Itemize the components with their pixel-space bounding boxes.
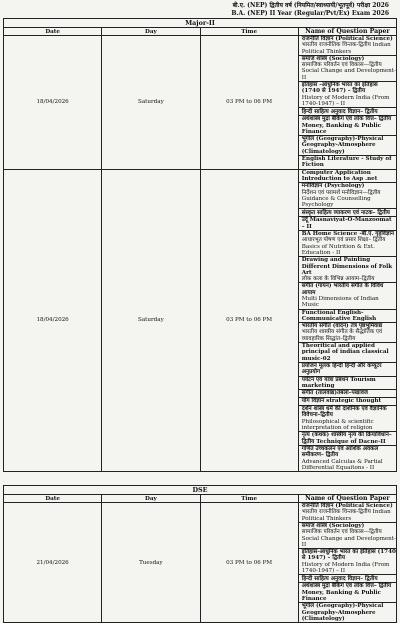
paper-title: संस्कृत साहित्य व्याकरण एवं नाटक– द्वितीय (301, 209, 390, 216)
paper-subtitle: भारतीय शास्त्रीय संगीत के सैद्धांतिक एवं व्यावहारिक सिद्धांत–द्वितीय (301, 329, 383, 342)
paper-subtitle: सामाजिक परिवर्तन एवं विकास—द्वितीय Social Change and Development-II (301, 62, 396, 81)
question-paper-cell (298, 406, 396, 432)
paper-subtitle: Multi Dimensions of Indian Music (301, 295, 379, 309)
col-day: Day (102, 28, 200, 36)
paper-title: समाज शास्त्र (Sociology) (301, 55, 365, 62)
col-paper: Name of Question Paper (298, 495, 396, 503)
paper-title: इतिहास -आधुनिक भारत का इतिहास (1740 से 1947) – द्वितीय (301, 82, 378, 95)
section-title-major: Major-II (4, 19, 397, 28)
paper-title: Drawing and Painting Different Dimensions of Folk Art (301, 257, 393, 276)
question-paper-cell (298, 217, 396, 231)
question-paper-cell (298, 503, 396, 523)
col-paper: Name of Question Paper (298, 28, 396, 36)
header-hindi: बी.ए. (NEP) द्वितीय वर्ष (नियमित/स्वाध्यायी/भूतपूर्व) परीक्षा 2026 (232, 2, 389, 9)
paper-subtitle: सामाजिक परिवर्तन एवं विकास—द्वितीय Social Change and Development-II (301, 529, 396, 548)
header-english: B.A. (NEP) II Year (Regular/Pvt/Ex) Exam 2026 (231, 10, 389, 17)
paper-title: नृत्य (कथक) शास्त्रीय नृत्य की क्रियाविधान– द्वितीय Technique of Dacne-II (301, 432, 392, 445)
question-paper-cell (298, 343, 396, 363)
paper-subtitle: आधारभूत पोषण एवं प्रसार शिक्षा– द्वितीय Basics of Nutrition & Ext. Education - II (301, 237, 386, 256)
major-table (3, 18, 397, 472)
paper-subtitle: Philosophical & scientific interpretation of religion (301, 418, 374, 432)
question-paper-cell (298, 136, 396, 156)
paper-subtitle: Advanced Calculas & Partial Differential Equaitons - II (301, 458, 383, 471)
question-paper-cell (298, 257, 396, 283)
paper-subtitle: निर्देशन एवं परामर्श मनोविज्ञान—द्वितीय Guidance & Counselling Psychology (301, 189, 381, 209)
paper-subtitle: भारतीय राजनीतिक चिन्तक-द्वितीय Indian Political Thinkers (301, 42, 391, 55)
column-header-row (4, 495, 397, 503)
exam-time: 03 PM to 06 PM (200, 36, 298, 170)
question-paper-cell (298, 36, 396, 56)
question-paper-cell (298, 156, 396, 170)
paper-title: संगीत (गायन) भारतीय संगीत के विविध आयाम (301, 283, 384, 296)
question-paper-cell (298, 82, 396, 108)
exam-date: 18/04/2026 (4, 169, 102, 471)
paper-subtitle: History of Modern India (From 1740-1947) – II (301, 94, 390, 107)
paper-title: Computer Application Introduction to Asp .net (301, 169, 378, 182)
paper-title: Functional English- Communicative English (301, 309, 377, 322)
exam-day: Saturday (102, 36, 200, 170)
question-paper-cell (298, 183, 396, 209)
question-paper-cell (298, 575, 396, 583)
paper-title: गणित उच्चकलन एवं आंशिक अवकल समीकरण– द्वितीय (301, 445, 379, 459)
table-row (4, 169, 397, 183)
col-date: Date (4, 28, 102, 36)
question-paper-cell (298, 116, 396, 136)
question-paper-cell (298, 323, 396, 343)
exam-day: Saturday (102, 169, 200, 471)
paper-title: प्रयोजन मूलक हिन्दी हिन्दी और कंप्यूटर अनुप्रयोग (301, 362, 382, 376)
col-day: Day (102, 495, 200, 503)
question-paper-cell (298, 398, 396, 406)
paper-title: पर्यटन एवं यात्रा प्रबंधन Tourism marketing (301, 376, 376, 389)
paper-title: समाज शास्त्र (Sociology) (301, 523, 365, 529)
exam-date: 21/04/2026 (4, 503, 102, 623)
document-header (3, 2, 397, 18)
paper-title: योग विज्ञान strategic thought (301, 398, 382, 405)
paper-title: अर्थशास्त्र मुद्रा बैंकिंग एवं लोक वित्त– द्वितीय Money, Banking & Public Finance (301, 116, 392, 135)
section-gap (3, 472, 397, 485)
col-time: Time (200, 28, 298, 36)
dse-table (3, 485, 397, 623)
paper-title: राजनीति विज्ञान (Political Science) (301, 36, 393, 42)
paper-title: इतिहास-आधुनिक भारत का इतिहास (1740 से 1947) – द्वितीय (301, 549, 396, 562)
exam-day: Tuesday (102, 503, 200, 623)
paper-subtitle: History of Modern India (From 1740-1947) – II (301, 561, 390, 575)
paper-title: हिन्दी साहित्य अनुवाद विज्ञान– द्वितीय (301, 108, 378, 115)
paper-title: संगीत (तालवाद्य)तबला–पखावज (301, 390, 368, 397)
paper-title: English Literature - Study of Fiction (301, 156, 392, 169)
question-paper-cell (298, 169, 396, 183)
col-time: Time (200, 495, 298, 503)
question-paper-cell (298, 549, 396, 575)
table-row (4, 503, 397, 523)
section-title-dse: DSE (4, 486, 397, 495)
col-date: Date (4, 495, 102, 503)
question-paper-cell (298, 231, 396, 257)
question-paper-cell (298, 209, 396, 217)
question-paper-cell (298, 309, 396, 323)
paper-title: दर्शन शास्त्र धर्म की दार्शनिक एवं वैज्ञानिक विवेचना–द्वितीय (301, 406, 387, 419)
paper-title: हिन्दी साहित्य अनुवाद विज्ञान– द्वितीय (301, 575, 378, 582)
paper-title: भारतीय संगीत (वादन) तंत्र पृष्ठभूमिवाद्य (301, 323, 383, 330)
question-paper-cell (298, 445, 396, 471)
question-paper-cell (298, 362, 396, 376)
exam-time: 03 PM to 06 PM (200, 169, 298, 471)
paper-subtitle: भारतीय राजनीतिक चिन्तक-द्वितीय Indian Political Thinkers (301, 509, 391, 522)
paper-title: भूगोल (Geography)-Physical Geography-Atmosphere (Climatology) (301, 136, 384, 155)
question-paper-cell (298, 432, 396, 446)
question-paper-cell (298, 108, 396, 116)
paper-title: उर्दू Masnaviyat-O-Manzoomat – II (301, 217, 392, 230)
question-paper-cell (298, 523, 396, 549)
paper-title: अर्थशास्त्र मुद्रा बैंकिंग एवं लोक वित्त– द्वितीय Money, Banking & Public Finance (301, 583, 392, 602)
question-paper-cell (298, 283, 396, 309)
paper-title: Theoritical and applied principal of indian classical music-02 (301, 343, 389, 362)
exam-date: 18/04/2026 (4, 36, 102, 170)
question-paper-cell (298, 390, 396, 398)
question-paper-cell (298, 376, 396, 390)
table-row (4, 36, 397, 56)
question-paper-cell (298, 583, 396, 603)
question-paper-cell (298, 603, 396, 623)
paper-title: BA Home Science -बी.ए. गृहविज्ञान (301, 231, 395, 238)
paper-title: भूगोल (Geography)-Physical Geography-Atmosphere (Climatology) (301, 603, 384, 622)
column-header-row (4, 28, 397, 36)
exam-time: 03 PM to 06 PM (200, 503, 298, 623)
question-paper-cell (298, 55, 396, 81)
paper-title: राजनीति विज्ञान (Political Science) (301, 503, 393, 510)
paper-title: मनोविज्ञान (Psychology) (301, 183, 365, 190)
paper-subtitle: लोक कला के विभिन्न आयाम–द्वितीय (301, 276, 375, 283)
